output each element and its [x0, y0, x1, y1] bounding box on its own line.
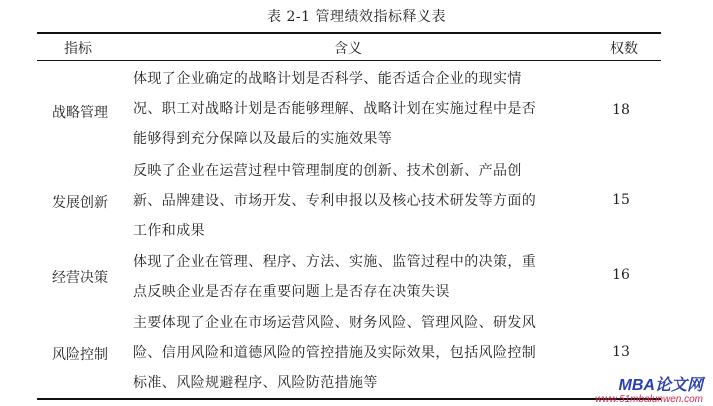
header-weight: 权数 [610, 41, 638, 57]
row-indicator: 经营决策 [52, 270, 108, 286]
table-row [37, 64, 661, 154]
table-row [37, 308, 661, 398]
table-bottom-rule [37, 398, 661, 400]
description-line: 标准、风险规避程序、风险防范措施等 [133, 375, 378, 391]
row-weight: 18 [612, 102, 630, 118]
row-indicator: 风险控制 [52, 347, 108, 363]
description-line: 点反映企业是否存在重要问题上是否存在决策失误 [133, 284, 450, 300]
description-line: 况、职工对战略计划是否能够理解、战略计划在实施过程中是否 [133, 101, 537, 117]
row-weight: 13 [612, 344, 630, 360]
description-line: 工作和成果 [133, 223, 205, 239]
description-line: 主要体现了企业在市场运营风险、财务风险、管理风险、研发风 [133, 315, 537, 331]
description-line: 反映了企业在运营过程中管理制度的创新、技术创新、产品创 [133, 163, 522, 179]
table-row [37, 247, 661, 307]
table-caption: 表 2-1 管理绩效指标释义表 [267, 9, 446, 25]
description-line: 能够得到充分保障以及最后的实施效果等 [133, 131, 393, 147]
row-description [133, 156, 573, 246]
row-description [133, 247, 573, 307]
row-indicator: 战略管理 [52, 105, 108, 121]
watermark-logo [595, 378, 703, 406]
description-line: 新、品牌建设、市场开发、专利申报以及核心技术研发等方面的 [133, 193, 537, 209]
description-line: 体现了企业确定的战略计划是否科学、能否适合企业的现实情 [133, 71, 522, 87]
row-indicator: 发展创新 [52, 195, 108, 211]
row-weight: 15 [612, 192, 630, 208]
header-indicator: 指标 [64, 41, 92, 57]
row-description [133, 308, 573, 398]
row-description [133, 64, 573, 154]
description-line: 险、信用风险和道德风险的管控措施及实际效果，包括风险控制 [133, 345, 537, 361]
row-weight: 16 [612, 267, 630, 283]
header-meaning: 含义 [334, 41, 362, 57]
table-row [37, 156, 661, 246]
watermark-url: www.51mbalunwen.com [595, 394, 703, 405]
table-header-rule [37, 60, 661, 61]
description-line: 体现了企业在管理、程序、方法、实施、监管过程中的决策，重 [133, 254, 537, 270]
watermark-title: MBA论文网 [618, 377, 703, 394]
table-top-rule [37, 32, 661, 34]
